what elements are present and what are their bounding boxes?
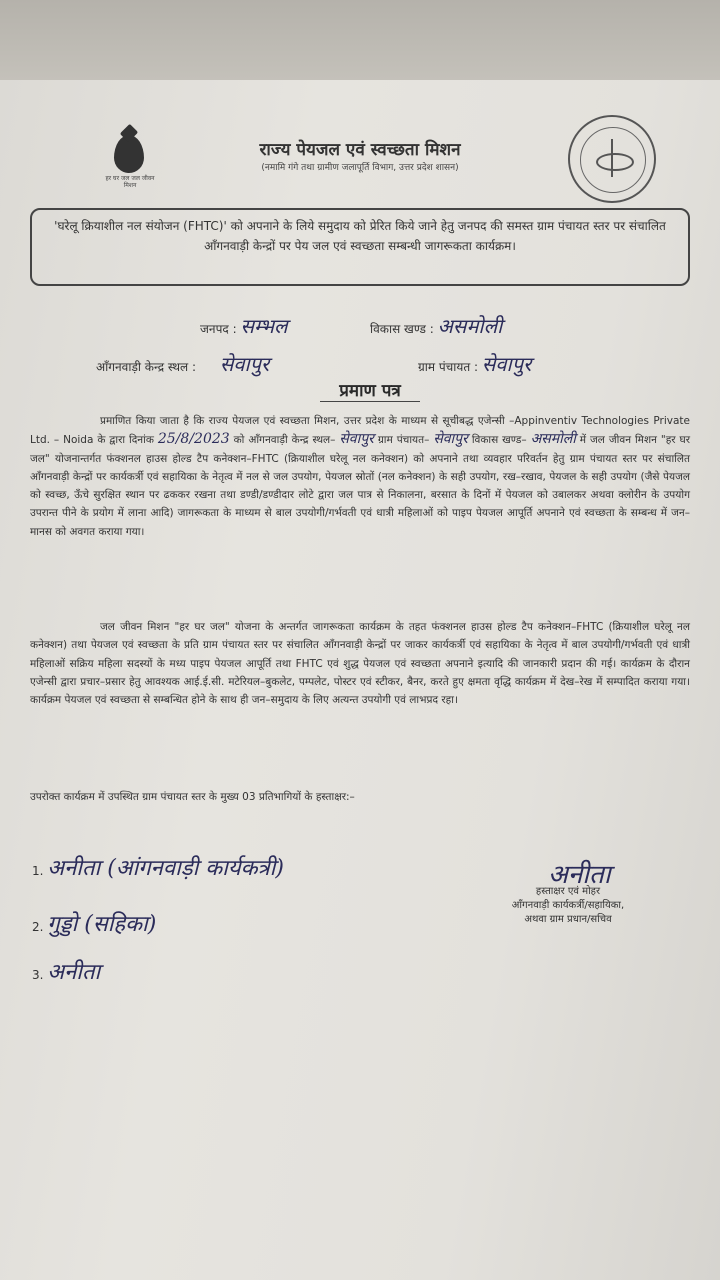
officer-line-3: अथवा ग्राम प्रधान/सचिव (524, 914, 612, 925)
participant-3-signature: अनीता (47, 960, 101, 985)
para1-text-2: को आँगनवाड़ी केन्द्र स्थल– (233, 434, 336, 447)
district-field (200, 312, 288, 339)
panchayat-field (418, 350, 531, 377)
certificate-heading: प्रमाण पत्र (320, 378, 420, 402)
up-government-seal-icon (568, 115, 656, 203)
certificate-paragraph-2 (30, 618, 690, 709)
programme-banner: 'घरेलू क्रियाशील नल संयोजन (FHTC)' को अपनाने के लिये समुदाय को प्रेरित किये जाने हेतु जनपद की समस्त ग्राम पंचायत स्तर पर संचालित आँगनवाड़ी केन्द्रों पर पेय जल एवं स्वच्छता सम्बन्धी जागरूकता कार्यक्रम। (30, 208, 690, 286)
document-subtitle: (नमामि गंगे तथा ग्रामीण जलापूर्ति विभाग, उत्तर प्रदेश शासन) (261, 163, 459, 173)
photo-background-top (0, 0, 720, 80)
water-drop-icon (114, 135, 144, 173)
participant-2-number: 2. (32, 920, 44, 934)
participant-3-number: 3. (32, 968, 44, 982)
participant-1-signature: अनीता (आंगनवाड़ी कार्यकत्री) (47, 856, 284, 881)
participant-1 (32, 852, 284, 882)
para1-text-1: प्रमाणित किया जाता है कि राज्य पेयजल एवं स्वच्छता मिशन, उत्तर प्रदेश के माध्यम से सूचीबद्ध एजेन्सी –Appinventiv Technologies Private Ltd. – Noida के द्वारा दिनांक (30, 415, 690, 447)
participant-1-number: 1. (32, 864, 44, 878)
participant-2 (32, 908, 156, 938)
certificate-paragraph-1 (30, 412, 690, 541)
participants-intro: उपरोक्त कार्यक्रम में उपस्थित ग्राम पंचायत स्तर के मुख्य 03 प्रतिभागियों के हस्ताक्षर:– (30, 791, 355, 803)
block-value: असमोली (437, 314, 503, 338)
officer-line-1: हस्ताक्षर एवं मोहर (535, 886, 601, 897)
programme-date: 25/8/2023 (157, 431, 230, 448)
district-value: सम्भल (240, 314, 288, 338)
panchayat-label: ग्राम पंचायत : (418, 360, 479, 374)
block-field (370, 312, 502, 339)
para1-centre: सेवापुर (339, 431, 374, 448)
participant-2-signature: गुड्डो (सहिका) (47, 912, 157, 937)
para2-text: जल जीवन मिशन "हर घर जल" योजना के अन्तर्गत जागरूकता कार्यक्रम के तहत फंक्शनल हाउस होल्ड टैप कनेक्शन–FHTC (क्रियाशील घरेलू नल कनेक्शन) तथा पेयजल एवं स्वच्छता के प्रति ग्राम पंचायत स्तर पर संचालित आँगनवाड़ी केन्द्रों पर जाकर कार्यकर्त्री एवं सहायिका के नेतृत्व में बाल उपयोगी/गर्भवती एवं धात्री महिलाओं सक्रिय महिला सदस्यों के मध्य पाइप पेयजल आपूर्ति तथा FHTC एवं शुद्ध पेयजल एवं स्वच्छता अपनाने इत्यादि की जानकारी प्रदान की गई। कार्यक्रम के दौरान एजेन्सी द्वारा प्रचार–प्रसार हेतु आवश्यक आई.ई.सी. मटेरियल–बुकलेट, पम्पलेट, पोस्टर एवं स्टीकर, बैनर, करते हुए क्षमता वृद्धि कार्यक्रम में देख–रेख में सम्पादित कराया गया। कार्यक्रम पेयजल एवं स्वच्छता से सम्बन्धित होने के साथ ही जन–समुदाय के लिए अत्यन्त उपयोगी एवं लाभप्रद रहा। (30, 621, 690, 707)
officer-block (468, 885, 668, 927)
block-label: विकास खण्ड : (370, 322, 434, 336)
officer-signature: अनीता (548, 860, 611, 890)
para1-text-3: ग्राम पंचायत– (377, 434, 430, 447)
panchayat-value: सेवापुर (481, 352, 532, 376)
officer-line-2: आँगनवाड़ी कार्यकर्त्री/सहायिका, (511, 900, 625, 911)
para1-text-5: में जल जीवन मिशन "हर घर जल" योजनान्तर्गत फंक्शनल हाउस होल्ड टैप कनेक्शन–FHTC (क्रियाशील घरेलू नल कनेक्शन) को अपनाने तथा व्यवहार परिवर्तन हेतु ग्राम पंचायत स्तर पर संचालित आँगनवाड़ी केन्द्रों पर कार्यकर्त्री एवं सहायिका के नेतृत्व में नल से जल उपयोग, पेयजल स्रोतों (नल कनेक्शन) के सही उपयोग, रख–रखाव, पेयजल के सही उपयोग (जैसे पेयजल को स्वच्छ, ऊँचे सुरक्षित स्थान पर ढककर रखना तथा डण्डी/डण्डीदार लोटे द्वारा जल पात्र से निकालना, बरसात के दिनों में पेयजल को उबालकर अथवा क्लोरीन के उपयोग उपरान्त पीने के प्रयोग में लाना आदि) जागरूकता के माध्यम से बाल उपयोगी/गर्भवती एवं धात्री महिलाओं को पाइप पेयजल आपूर्ति अपनाने एवं स्वच्छता के सम्बन्ध में जन–मानस को अवगत कराया गया। (30, 434, 690, 538)
para1-panchayat: सेवापुर (433, 431, 468, 448)
para1-block: असमोली (530, 431, 576, 448)
para1-text-4: विकास खण्ड– (471, 434, 527, 447)
logo-tagline: हर घर जल जल जीवन मिशन (105, 175, 155, 189)
document-title: राज्य पेयजल एवं स्वच्छता मिशन (259, 140, 461, 160)
har-ghar-jal-logo (100, 135, 160, 205)
participant-3 (32, 956, 100, 986)
centre-value: सेवापुर (219, 352, 270, 376)
district-label: जनपद : (200, 322, 237, 336)
centre-label: आँगनवाड़ी केन्द्र स्थल : (96, 360, 197, 374)
centre-field (96, 350, 269, 377)
